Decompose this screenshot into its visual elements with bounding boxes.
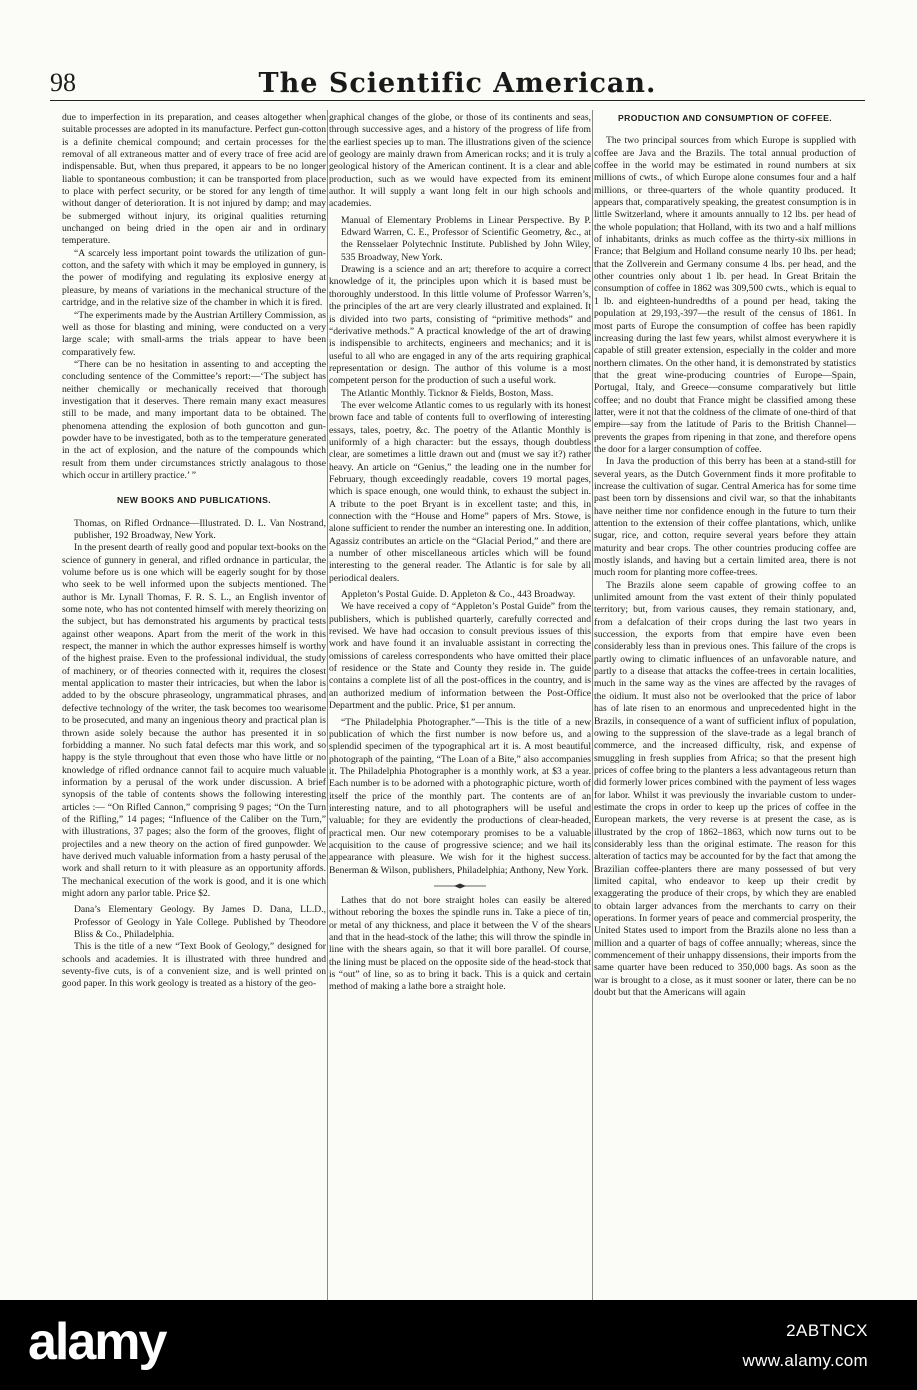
book-entry-dana: Dana’s Elementary Geology. By James D. Dana, LL.D., Professor of Geology in Yale College. Published by Theodore Bliss & Co., Philadelphia. [74,904,326,940]
section-heading-new-books: NEW BOOKS AND PUBLICATIONS. [116,495,272,506]
ornament-divider [430,883,490,889]
book-entry-appleton: Appleton’s Postal Guide. D. Appleton & Co., 443 Broadway. [341,589,576,601]
paragraph: We have received a copy of “Appleton’s Postal Guide” from the publishers, which is published quarterly, carefully corrected and revised. We have had occasion to consult previous issues of this work and have found it an invaluable assistant in correcting the omissions of careless correspondents who have omitted their place of residence or the State and County they reside in. The guide contains a complete list of all the post-offices in the country, and is an authorized medium of information between the Post-Office Department and the public. Price, $1 per annum. [329,601,591,712]
paragraph: “The experiments made by the Austrian Artillery Commission, as well as those for blasting and mining, were conducted on a very large scale; with small-arms the trials appear to have been comparatively few. [62,309,326,358]
image-id: 2ABTNCX [786,1321,868,1340]
page-header [50,66,865,98]
paragraph: The two principal sources from which Europe is supplied with coffee are Java and the Brazils. The total annual production of coffee in the world may be estimated in round numbers at six millions of cwts., of which Europe alone consumes four and a half millions, or three-quarters of the whole quantity produced. It appears that, comparatively speaking, the greatest consumption is in little Switzerland, where it amounts annually to 12 lbs. per head of the whole population; that Holland, with its two and a half millions of inhabitants, drinks as much coffee as the thirty-six millions in France; that Belgium and Holland consume nearly 10 lbs. per head; that the Zollverein and Germany consume 4 lbs. per head, and the other countries only about 1 lb. per head. In Great Britain the consumption of coffee in 1862 was 309,500 cwts., which is equal to 1 lb. and eighteen-hundredths of a pound per head, taking the population at 29,193,-397—the result of the census of 1861. In most parts of Europe the consumption of coffee has been rapidly increasing during the last few years, whilst almost everywhere it is capable of still greater extension, especially in the colder and more northern climates. On the other hand, it is demonstrated by statistics that the great wine-producing countries of Europe—Spain, Portugal, Italy, and Greece—consume comparatively but little coffee; and no doubt that France might be classified among these latter, were it not that the coldness of the climate of one-third of that empire—say from the latitude of Paris to the British Channel—prevents the grapes from ripening in that zone, and therefore opens the door for a larger consumption of coffee. [594,135,856,455]
column-right [594,112,856,999]
paragraph: due to imperfection in its preparation, and ceases altogether when suitable processes are adopted in its manufacture. Perfect gun-cotton is a definite chemical compound; and certain processes for the removal of all extraneous matter and of every trace of free acid are indispensable. But, when thus prepared, it appears to be no longer liable to spontaneous combustion; it can be transported from place to place with perfect security, or be stored for any length of time without danger of deterioration. It is not injured by damp; and may be submerged without injury, its original qualities returning unchanged on being dried in the open air and in ordinary temperature. [62,112,326,247]
book-entry-manual: Manual of Elementary Problems in Linear Perspective. By P. Edward Warren, C. E., Professor of Scientific Geometry, &c., at the Rensselaer Polytechnic Institute. Published by John Wiley, 535 Broadway, New York. [341,214,591,263]
page-number: 98 [50,68,76,97]
book-entry-thomas: Thomas, on Rifled Ordnance—Illustrated. D. L. Van Nostrand, publisher, 192 Broadway, New York. [74,517,326,541]
column-divider [592,110,593,1310]
header-rule [50,100,865,101]
paragraph: Lathes that do not bore straight holes can easily be altered without reboring the boxes the spindle runs in. Take a piece of tin, or metal of any thickness, and place it between the V of the shears and that in the head-stock of the lathe; this will throw the spindle in line with the shears again, so that it will bore parallel. Of course, the lining must be placed on the opposite side of the head-stock that is “out” of line, so as to bring it back. This is a quick and certain method of making a lathe bore a straight hole. [329,894,591,993]
column-middle [329,112,591,994]
paragraph: “There can be no hesitation in assenting to and accepting the concluding sentence of the Committee’s report:—‘The subject has neither chemically or mechanically received that thorough investigation that it deserves. There remain many exact measures still to be made, and many important data to be obtained. The phenomena attending the explosion of both guncotton and gun-powder have to be investigated, both as to the temperature generated in the act of explosion, and the nature of the compounds which result from them under circumstances strictly analagous to those which occur in artillery practice.’ ” [62,358,326,481]
alamy-logo: alamy [28,1313,166,1371]
section-heading-coffee: PRODUCTION AND CONSUMPTION OF COFFEE. [617,113,833,123]
watermark-url: www.alamy.com [742,1351,868,1370]
paragraph: This is the title of a new “Text Book of Geology,” designed for schools and academies. It is illustrated with three hundred and seventy-five cuts, is of a convenient size, and is well printed on good paper. In this work geology is treated as a history of the geo- [62,941,326,990]
paragraph: The ever welcome Atlantic comes to us regularly with its honest brown face and table of contents full to overflowing of interesting essays, tales, poetry, &c. The poetry of the Atlantic Monthly is uniformly of a high character: but the essays, though doubtless clear, are sometimes a little drawn out and (must we say it?) rather heavy. An article on “Genius,” the leading one in the number for February, though exceedingly readable, covers 19 mortal pages, which is space enough, one would think, to exhaust the subject in. A tribute to the poet Bryant is in excellent taste; and this, in connection with the “House and Home” papers of Mrs. Stowe, is alone sufficient to render the number an interesting one. In addition, Agassiz contributes an article on the “Glacial Period,” and there are a number of other miscellaneous articles which will be found interesting to the general reader. The Atlantic is for sale by all periodical dealers. [329,399,591,584]
paragraph: The Brazils alone seem capable of growing coffee to an unlimited amount from the vast extent of their thinly populated territory; but, from various causes, they remain stationary, and, from a defalcation of their crops during the last two years in succession, the exports from that empire have even been considerably less than in previous ones. This failure of the crops is partly owing to climatic influences of an unfavorable nature, and partly to a disease that attacks the coffee-trees in certain localities, much in the same way as the vines are affected by the ravages of the oidium. It must also not be overlooked that the price of labor has of late risen to an enormous and unprecedented hight in the Brazils, in consequence of a want of sufficient influx of population, owing to the suppression of the slave-trade as a legal branch of commerce, and the increased difficulty, risk, and expense of smuggling in fresh supplies from Africa; so that the present high prices of coffee bring to the planters a less advantageous return than did formerly lower prices combined with the payment of less wages for labor. Whilst it was previously the invariable custom to under-estimate the crops in order to keep up the prices of coffee in the European markets, the very reverse is at present the case, as is illustrated by the crop of 1862–1863, which now turns out to be considerably less than the original estimate. The reason for this alteration of tactics may be accounted for by the fact that among the Brazilian coffee-planters there are many possessed of but very limited capital, who endeavor to keep up their credit by exaggerating the produce of their crops, by which they are enabled to obtain larger advances from the merchants to carry on their operations. In former years of peace and commercial prosperity, the United States used to import from the Brazils alone no less than a million and a quarter of bags of coffee annually; whereas, since the commencement of their unhappy dissensions, their imports from the same quarter have been reduced to 350,000 bags. As soon as the war is brought to a close, as it must sooner or later, there can be no doubt but that the Americans will again [594,579,856,999]
paragraph: “A scarcely less important point towards the utilization of gun-cotton, and the safety with which it may be employed in gunnery, is the power of modifying and regulating its explosive energy at pleasure, by means of variations in the mechanical structure of the cartridge, and in the relative size of the chamber in which it is fired. [62,247,326,309]
paragraph: Drawing is a science and an art; therefore to acquire a correct knowledge of it, the principles upon which it is based must be thoroughly understood. In this little volume of Professor Warren’s, the principles of the art are very clearly illustrated and explained. It is divided into two parts, consisting of “primitive methods” and “derivative methods.” A practical knowledge of the art of drawing is indispensible to architects, engineers and mechanics; and it is useful to all who are engaged in any of the arts requiring graphical representation or design. The author of this volume is a most competent person for the production of such a useful work. [329,264,591,387]
book-entry-atlantic: The Atlantic Monthly. Ticknor & Fields, Boston, Mass. [341,387,554,399]
paragraph: graphical changes of the globe, or those of its continents and seas, through successive ages, and a history of the progress of life from the earliest species up to man. The illustrations given of the science of geology are mainly drawn from American rocks; and it is truly a geological history of the American continent. It is a clear and able production, such as we would have expected from its eminent author. It will supply a want long felt in our high schools and academies. [329,112,591,210]
paragraph: In the present dearth of really good and popular text-books on the science of gunnery in general, and rifled ordnance in particular, the volume before us is one which will be eagerly sought for by those who seek to be well informed upon the subjects mentioned. The author is Mr. Lynall Thomas, F. R. S. L., an English inventor of some note, who has not contented himself with merely theorizing on the subject, but has demonstrated his arguments by practical tests against other weapons. Apart from the merit of the work in this respect, the manner in which the author expresses himself is worthy of the highest praise. Even to the professional individual, the study of machinery, or of theories connected with it, requires the closest mental application to master their intricacies, but when the labor is added to by the obscure phraseology, ungrammatical phrases, and defective technology of the writer, the task becomes too wearisome to be prosecuted, and many an ingenious theory and practical plan is thrown aside solely because the author has presented it in so forbidding a manner. No such fatal defects mar this work, and so happy is the style throughout that even those who have little or no knowledge of rifled ordnance cannot fail to acquire much valuable information by a perusal of the work under discussion. A brief synopsis of the table of contents shows the following interesting articles :— “On Rifled Cannon,” comprising 9 pages; “On the Turn of the Rifling,” 14 pages; “Influence of the Caliber on the Turn,” with illustrations, 37 pages; also the form of the grooves, flight of projectiles and a new theory on the action of fired gunpowder. We have derived much valuable information from a hasty perusal of the work and shall return to it with pleasure as an opportunity affords. The mechanical execution of the work is good, and it is one which might adorn any parlor table. Price $2. [62,542,326,899]
column-divider [327,110,328,1310]
column-left [62,112,326,991]
journal-title: The Scientific American. [258,68,657,99]
paragraph: In Java the production of this berry has been at a stand-still for several years, as the Dutch Government finds it more profitable to increase the cultivation of sugar. Central America has for some time past been torn by dissensions and civil war, so that the inhabitants have neither time nor confidence enough in the future to turn their attention to the extension of their coffee plantations, which, unlike sugar, rice, and cotton, require several years before they attain maturity and bear crops. The other countries producing coffee are mostly islands, and having but a certain limited area, there is not much room for planting more coffee-trees. [594,456,856,579]
paragraph: “The Philadelphia Photographer.”—This is the title of a new publication of which the first number is now before us, and a splendid specimen of the typographical art it is. A most beautiful photograph of the painting, “The Loan of a Bite,” also accompanies it. The Philadelphia Photographer is a monthly work, at $3 a year. Each number is to be adorned with a photographic picture, worth of itself the price of the monthly part. The contents are of an interesting nature, and to all photographers will be useful and valuable; for they are evidently the productions of clear-headed, practical men. Our new cotemporary promises to be a valuable acquisition to the cause of progressive science; and we hail its appearance with pleasure. We wish for it the highest success. Benerman & Wilson, publishers, Philadelphia; Anthony, New York. [329,716,591,876]
